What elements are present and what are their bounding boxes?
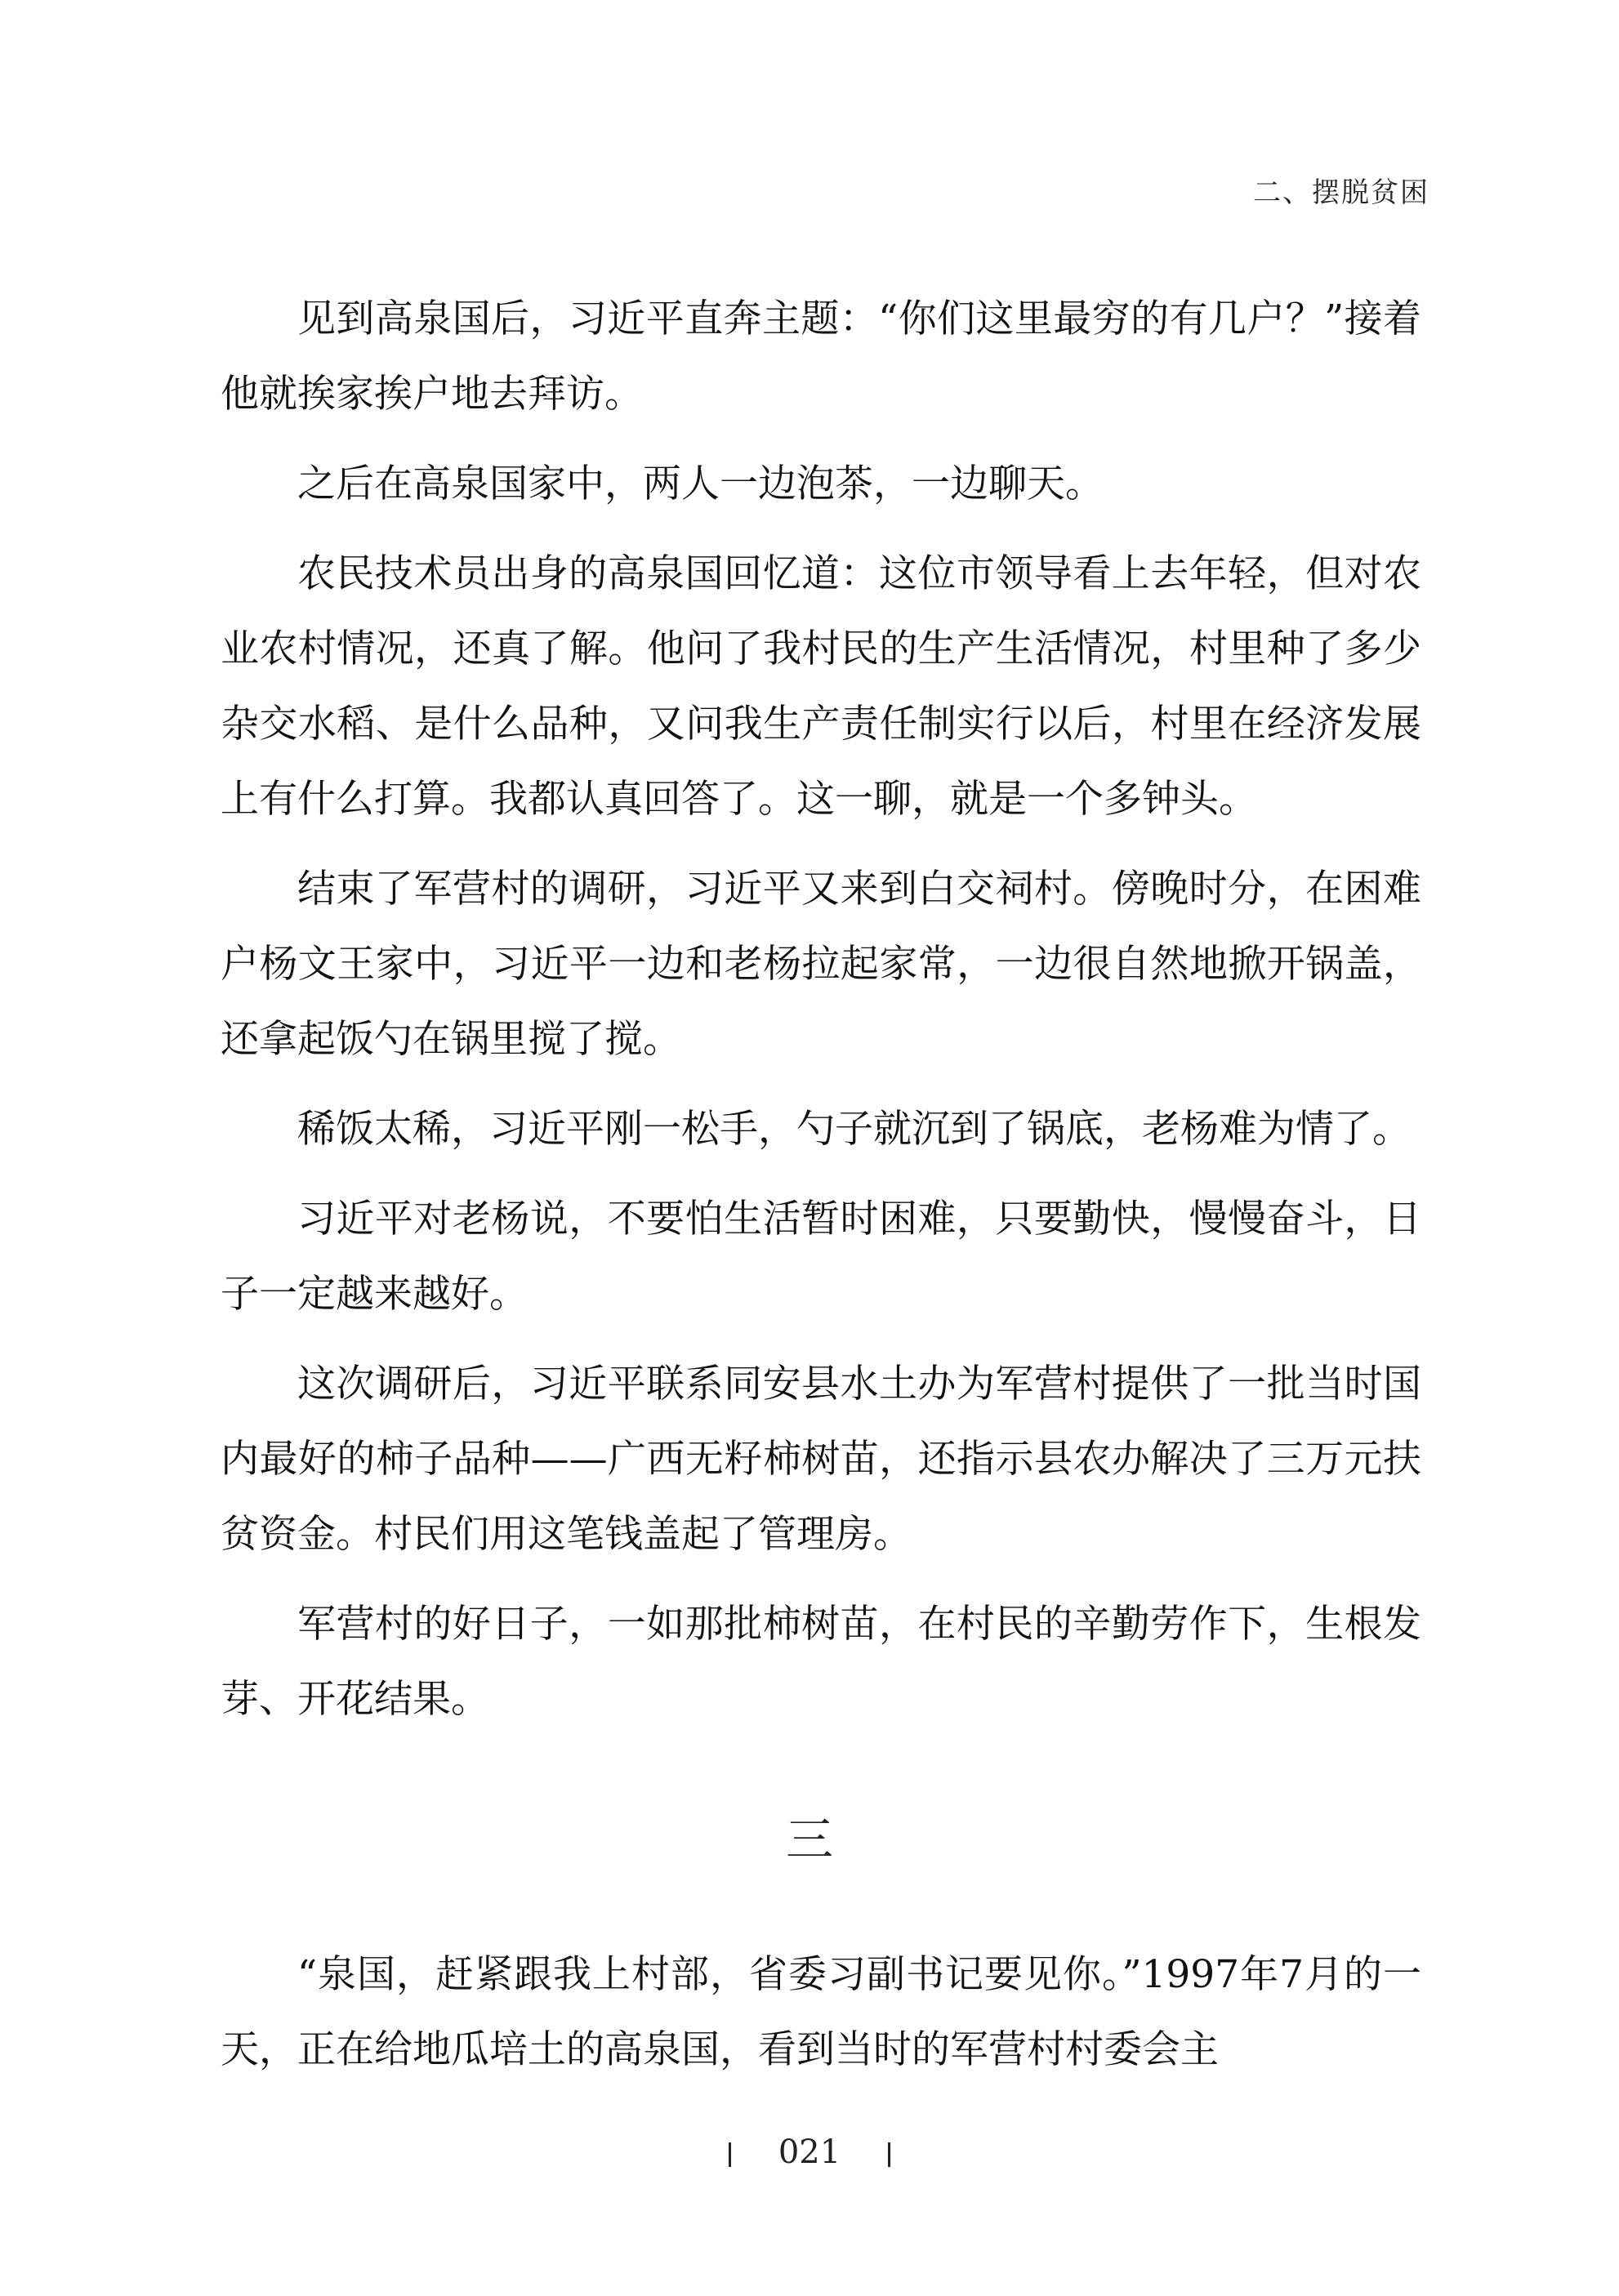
section-body-text [221,1937,1421,2088]
running-header: 二、摆脱贫困 [1253,176,1429,209]
section-heading: 三 [785,1812,833,1867]
page-number: 021 [778,2133,841,2171]
paragraph: 这次调研后，习近平联系同安县水土办为军营村提供了一批当时国内最好的柿子品种——广西无籽柿树苗，还指示县农办解决了三万元扶贫资金。村民们用这笔钱盖起了管理房。 [221,1362,1421,1557]
paragraph: 农民技术员出身的高泉国回忆道：这位市领导看上去年轻，但对农业农村情况，还真了解。他问了我村民的生产生活情况，村里种了多少杂交水稻、是什么品种，又问我生产责任制实行以后，村里在经济发展上有什么打算。我都认真回答了。这一聊，就是一个多钟头。 [221,551,1421,822]
paragraph: “泉国，赶紧跟我上村部，省委习副书记要见你。”1997年7月的一天，正在给地瓜培土的高泉国，看到当时的军营村村委会主 [221,1952,1421,2072]
paragraph: 结束了军营村的调研，习近平又来到白交祠村。傍晚时分，在困难户杨文王家中，习近平一边和老杨拉起家常，一边很自然地掀开锅盖，还拿起饭勺在锅里搅了搅。 [221,867,1421,1062]
paragraph: 稀饭太稀，习近平刚一松手，勺子就沉到了锅底，老杨难为情了。 [297,1107,1411,1152]
folio-bar-right [888,2142,890,2167]
paragraph: 军营村的好日子，一如那批柿树苗，在村民的辛勤劳作下，生根发芽、开花结果。 [221,1602,1421,1722]
page-footer [0,2133,1619,2171]
paragraph: 习近平对老杨说，不要怕生活暂时困难，只要勤快，慢慢奋斗，日子一定越来越好。 [221,1197,1421,1317]
paragraph: 之后在高泉国家中，两人一边泡茶，一边聊天。 [297,461,1104,506]
paragraph: 见到高泉国后，习近平直奔主题：“你们这里最穷的有几户？”接着他就挨家挨户地去拜访。 [221,296,1421,417]
body-text [221,282,1421,1752]
folio-bar-left [729,2142,731,2167]
